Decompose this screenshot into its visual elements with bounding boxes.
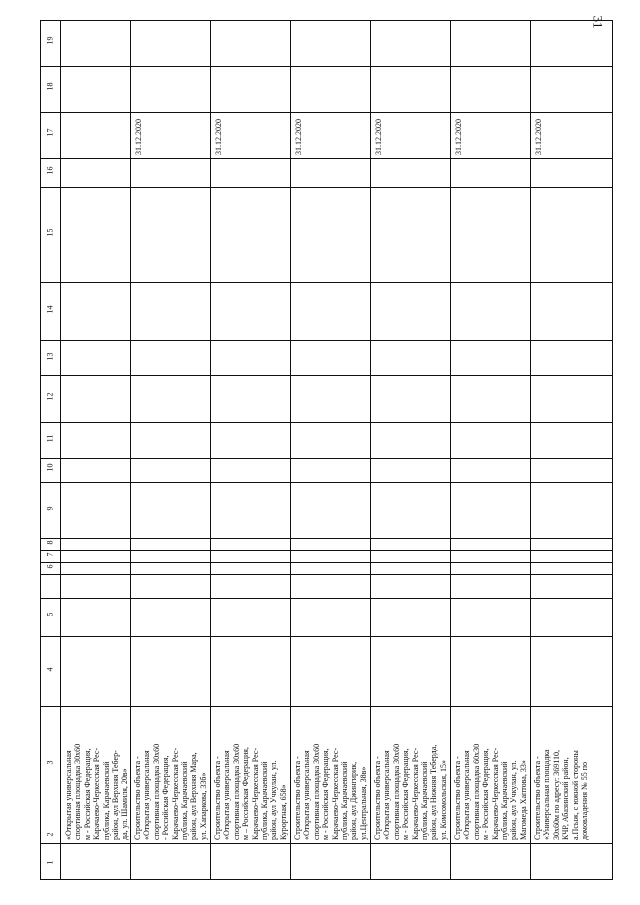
- column-separator: [40, 282, 613, 283]
- column-separator: [40, 458, 613, 459]
- column-separator: [40, 375, 613, 376]
- column-separator: [40, 574, 613, 575]
- row-separator: [60, 20, 61, 880]
- row-separator: [130, 20, 131, 880]
- row-separator: [210, 20, 211, 880]
- column-number: 19: [45, 36, 55, 45]
- column-separator: [40, 187, 613, 188]
- table-row-description: «Открытая универсальная спортивная площадка 30х60 м - Российская Федерация, Карачаево-Черкесская Рес- публика, Карачаевский район, аул Верхняя Тебер- да, ул. Шамиля, 20в»: [64, 743, 130, 840]
- table-row-description: Строительство объекта - «Открытая универсальная спортивная площадка 30х60 м - Российская Федерация, Карачаево-Черкесская Рес- публика, Карачаевский район, аул Джингирик, ул.Центральная, 38в»: [293, 743, 368, 840]
- column-number: 12: [45, 392, 55, 401]
- table-row-description: Строительство объекта - «Открытая универсальная спортивная площадка 30х60 м - Российская Федерация, Карачаево-Черкесская Рес- публика, Карачаевский район, аул Нижняя Теберда, ул. Комсомольская, 15»: [373, 743, 448, 840]
- column-number: 17: [45, 128, 55, 137]
- table-row-description: Строительство объекта - «Открытая универсальная спортивная площадка 60х30 м - Российская Федерация, Карачаево-Черкесская Рес- публика, Карачаевский район, аул Учкулан, ул. Магомеда Хаптова, 33»: [453, 743, 528, 840]
- column-number: 16: [45, 166, 55, 175]
- table-row-date: 31.12.2020: [374, 119, 383, 155]
- table-row-description: Строительство объекта - «Открытая универсальная спортивная площадка 30х60 - Российская Федерация, Карачаево-Черкесская Рес- публика, Карачаевский район, аул Верхняя Мара, ул. Хапаркова, 33б»: [133, 743, 208, 840]
- table-row-date: 31.12.2020: [214, 119, 223, 155]
- table-row-description: Строительство объекта - «Открытая универсальная спортивная площадка 30х60 м – Российская Федерация, Карачаево-Черкесская Рес- публика, Карачаевский район, аул Учкулан, ул. Курортная, 658»: [213, 743, 288, 840]
- column-number: 6: [45, 564, 55, 569]
- row-separator: [450, 20, 451, 880]
- column-number: 10: [45, 463, 55, 472]
- column-number: 18: [45, 82, 55, 91]
- table-row-description: Строительство объекта - «Универсальная площадка 30х60м по адресу: 369110, КЧР, Абазинский район, а.Псыж, с южной стороны домовладения № 55 по: [533, 749, 590, 840]
- row-separator: [290, 20, 291, 880]
- column-separator: [40, 422, 613, 423]
- column-number: 1: [45, 860, 55, 865]
- table-row-date: 31.12.2020: [294, 119, 303, 155]
- column-separator: [40, 706, 613, 707]
- column-number: 2: [45, 832, 55, 837]
- table-row-date: 31.12.2020: [134, 119, 143, 155]
- column-number: 7: [45, 552, 55, 557]
- page-number: 31: [590, 15, 606, 29]
- column-separator: [40, 66, 613, 67]
- column-number: 9: [45, 506, 55, 511]
- column-separator: [40, 598, 613, 599]
- column-separator: [40, 340, 613, 341]
- table-row-date: 31.12.2020: [454, 119, 463, 155]
- column-separator: [40, 482, 613, 483]
- column-number: 4: [45, 667, 55, 672]
- row-separator: [370, 20, 371, 880]
- column-separator: [40, 562, 613, 563]
- column-number: 8: [45, 540, 55, 545]
- column-separator: [40, 538, 613, 539]
- row-separator: [530, 20, 531, 880]
- column-number: 13: [45, 352, 55, 361]
- column-number: 3: [45, 760, 55, 765]
- table-row-date: 31.12.2020: [534, 119, 543, 155]
- column-number: 5: [45, 612, 55, 617]
- column-separator: [40, 112, 613, 113]
- column-number: 14: [45, 305, 55, 314]
- column-separator: [40, 636, 613, 637]
- column-separator: [40, 158, 613, 159]
- column-separator: [40, 550, 613, 551]
- column-number: 15: [45, 228, 55, 237]
- column-number: 11: [45, 434, 55, 443]
- column-separator: [40, 843, 613, 844]
